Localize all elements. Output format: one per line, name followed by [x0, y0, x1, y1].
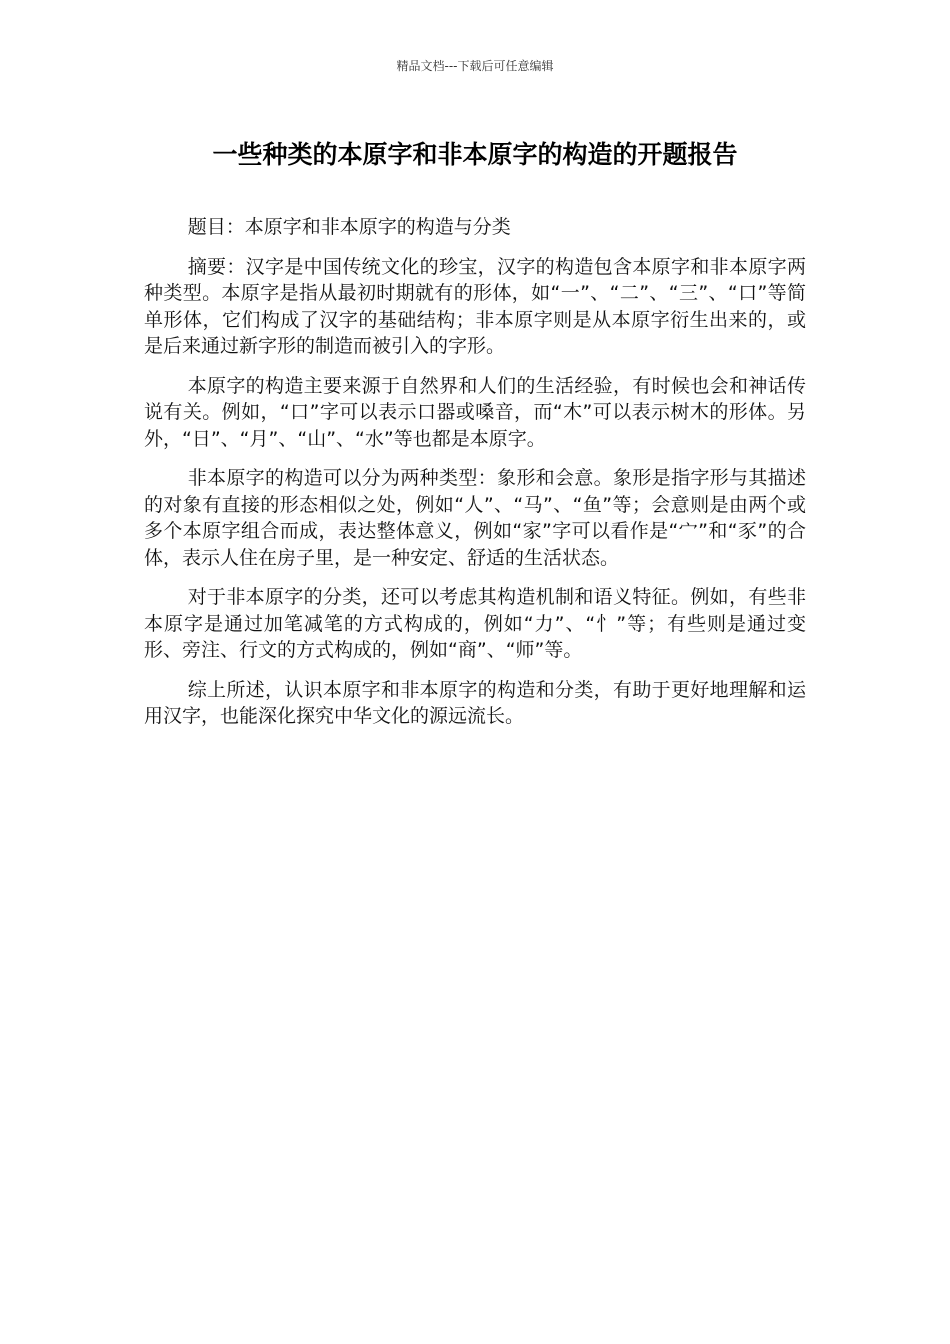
- conclusion-paragraph: 综上所述，认识本原字和非本原字的构造和分类，有助于更好地理解和运用汉字，也能深化探究中华文化的源远流长。: [144, 678, 806, 727]
- header-note: 精品文档---下载后可任意编辑: [396, 59, 554, 73]
- body-paragraph-primitive-origin: 本原字的构造主要来源于自然界和人们的生活经验，有时候也会和神话传说有关。例如，“口”字可以表示口器或嗓音，而“木”可以表示树木的形体。另外，“日”、“月”、“山”、“水”等也都是本原字。: [144, 374, 806, 450]
- body-paragraph-non-primitive-types: 非本原字的构造可以分为两种类型：象形和会意。象形是指字形与其描述的对象有直接的形态相似之处，例如“人”、“马”、“鱼”等；会意则是由两个或多个本原字组合而成，表达整体意义，例如“家”字可以看作是“宀”和“豕”的合体，表示人住在房子里，是一种安定、舒适的生活状态。: [144, 467, 806, 569]
- document-body: [144, 214, 806, 743]
- body-paragraph-classification: 对于非本原字的分类，还可以考虑其构造机制和语义特征。例如，有些非本原字是通过加笔减笔的方式构成的，例如“力”、“忄”等；有些则是通过变形、旁注、行文的方式构成的，例如“商”、“师”等。: [144, 586, 806, 661]
- abstract-paragraph: 摘要：汉字是中国传统文化的珍宝，汉字的构造包含本原字和非本原字两种类型。本原字是指从最初时期就有的形体，如“一”、“二”、“三”、“口”等简单形体，它们构成了汉字的基础结构；非本原字则是从本原字衍生出来的，或是后来通过新字形的制造而被引入的字形。: [144, 255, 806, 357]
- topic-paragraph: 题目：本原字和非本原字的构造与分类: [187, 216, 511, 238]
- document-title: 一些种类的本原字和非本原字的构造的开题报告: [212, 140, 738, 169]
